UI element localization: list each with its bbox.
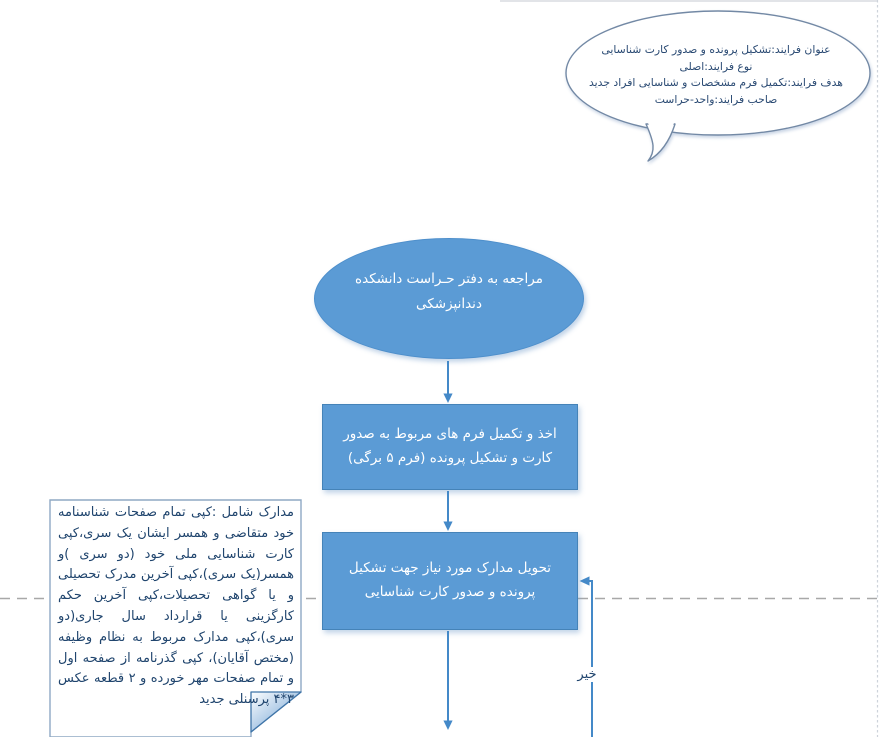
callout-line-owner: صاحب فرایند:واحد-حراست	[654, 92, 778, 106]
process-step2-box: تحویل مدارک مورد نیاز جهت تشکیل پرونده و صدور کارت شناسایی	[322, 532, 578, 630]
no-branch-label: خیر	[573, 667, 601, 682]
documents-note-text: مدارک شامل :کپی تمام صفحات شناسنامه خود متقاضی و همسر ایشان یک سری،کپی کارت شناسایی ملی خود (دو سری )و همسر(یک سری)،کپی آخرین مدرک تحصیلی و یا گواهی تحصیلات،کپی آخرین حکم کارگزینی یا قرارداد سال جاری(دو سری)،کپی مدارک مربوط به نظام وظیفه (مختص آقایان)، کپی گذرنامه از صفحه اول و تمام صفحات مهر خورده و ۲ قطعه عکس ۳*۴ پرسنلی جدید	[58, 505, 294, 708]
start-ellipse: مراجعه به دفتر حـراست دانشکده دندانپزشکی	[314, 238, 584, 359]
callout-text	[585, 42, 847, 108]
arrowhead-down-icon	[443, 721, 452, 731]
process-step1-box: اخذ و تکمیل فرم های مربوط به صدور کارت و تشکیل پرونده (فرم ۵ برگی)	[322, 404, 578, 490]
arrowhead-down-icon	[443, 394, 452, 404]
callout-line-type: نوع فرایند:اصلی	[679, 59, 753, 73]
callout-line-goal: هدف فرایند:تکمیل فرم مشخصات و شناسایی افراد جدید	[588, 76, 843, 89]
callout-line-title: عنوان فرایند:تشکیل پرونده و صدور کارت شناسایی	[601, 43, 831, 56]
arrowhead-left-icon	[580, 576, 590, 585]
connector-no-branch	[589, 581, 592, 737]
arrowhead-down-icon	[443, 522, 452, 532]
callout-tail-mask	[648, 123, 674, 132]
